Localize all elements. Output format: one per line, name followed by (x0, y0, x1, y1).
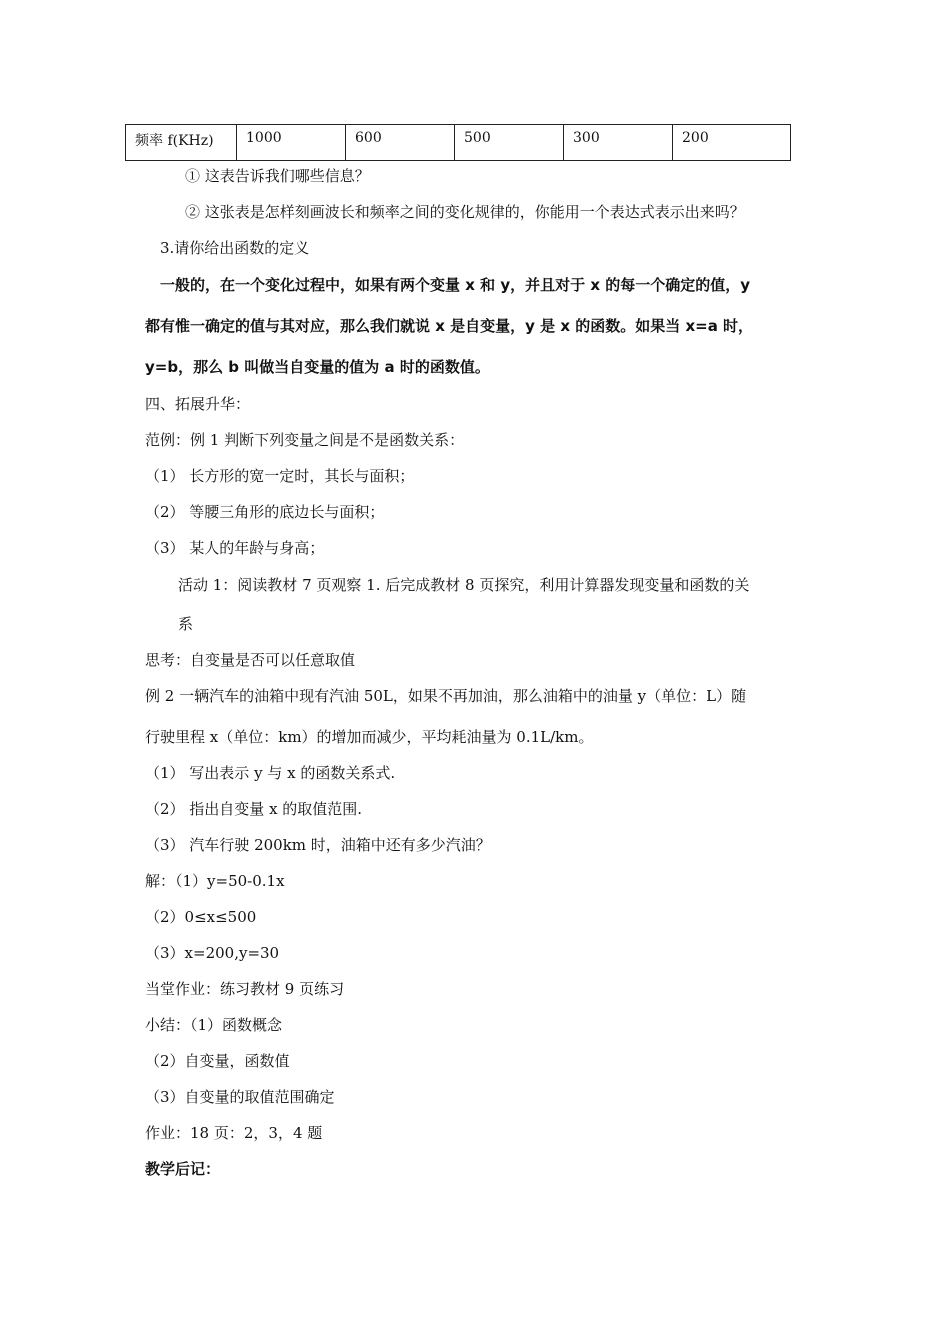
teaching-notes-heading: 教学后记： (145, 1160, 221, 1178)
summary-line-1: 小结：（1）函数概念 (145, 1016, 283, 1034)
example-2-item-1: （1） 写出表示 y 与 x 的函数关系式. (145, 764, 396, 782)
example-2-item-3: （3） 汽车行驶 200km 时，油箱中还有多少汽油？ (145, 836, 491, 854)
frequency-table (125, 124, 791, 161)
classwork: 当堂作业：练习教材 9 页练习 (145, 980, 345, 998)
summary-line-3: （3）自变量的取值范围确定 (145, 1088, 335, 1106)
example-1-title: 范例：例 1 判断下列变量之间是不是函数关系： (145, 431, 465, 449)
section-heading-definition: 3.请你给出函数的定义 (160, 239, 310, 257)
solution-line-2: （2）0≤x≤500 (145, 908, 257, 926)
section-heading-extension: 四、拓展升华： (145, 395, 251, 413)
table-cell: 200 (673, 125, 791, 161)
example-1-item-1: （1） 长方形的宽一定时，其长与面积； (145, 467, 415, 485)
homework: 作业：18 页：2，3，4 题 (145, 1124, 323, 1142)
example-2-line-2: 行驶里程 x（单位：km）的增加而减少，平均耗油量为 0.1L/km。 (145, 728, 594, 746)
example-1-item-2: （2） 等腰三角形的底边长与面积； (145, 503, 385, 521)
summary-line-2: （2）自变量，函数值 (145, 1052, 290, 1070)
thinking-prompt: 思考：自变量是否可以任意取值 (145, 651, 356, 669)
activity-1-line-1: 活动 1：阅读教材 7 页观察 1. 后完成教材 8 页探究，利用计算器发现变量和函数的关 (178, 576, 750, 594)
example-2-item-2: （2） 指出自变量 x 的取值范围. (145, 800, 363, 818)
definition-line-3: y=b，那么 b 叫做当自变量的值为 a 时的函数值。 (145, 358, 490, 376)
table-cell: 600 (346, 125, 455, 161)
solution-line-3: （3）x=200,y=30 (145, 944, 280, 962)
definition-line-1: 一般的，在一个变化过程中，如果有两个变量 x 和 y，并且对于 x 的每一个确定的值，y (160, 276, 751, 294)
activity-1-line-2: 系 (178, 615, 194, 633)
question-1: ① 这表告诉我们哪些信息？ (185, 167, 370, 185)
question-2: ② 这张表是怎样刻画波长和频率之间的变化规律的，你能用一个表达式表示出来吗？ (185, 203, 745, 221)
table-header-cell: 频率 f(KHz) (126, 125, 237, 161)
table-cell: 500 (455, 125, 564, 161)
table-cell: 1000 (237, 125, 346, 161)
solution-line-1: 解：（1）y=50-0.1x (145, 872, 285, 890)
table-cell: 300 (564, 125, 673, 161)
definition-line-2: 都有惟一确定的值与其对应，那么我们就说 x 是自变量，y 是 x 的函数。如果当 x=a 时， (145, 317, 754, 335)
example-1-item-3: （3） 某人的年龄与身高； (145, 539, 325, 557)
example-2-line-1: 例 2 一辆汽车的油箱中现有汽油 50L，如果不再加油，那么油箱中的油量 y（单位：L）随 (145, 687, 747, 705)
table-row (126, 125, 791, 161)
